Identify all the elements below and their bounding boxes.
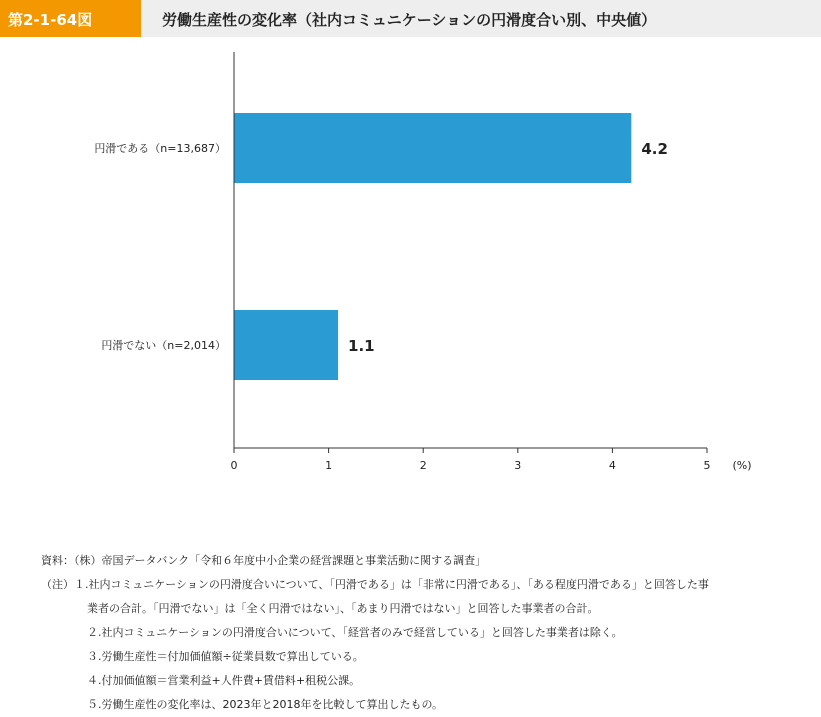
note-1b: 業者の合計。「円滑でない」は「全く円滑ではない」、「あまり円滑ではない」と回答した事業者の合計。: [87, 602, 599, 615]
x-tick-label-3: 3: [514, 459, 522, 472]
bar-0: [234, 113, 631, 183]
bar-chart: [0, 37, 821, 477]
figure-number: 第2-1-64図: [8, 11, 93, 29]
figure-header: [0, 0, 821, 37]
category-label-1: 円滑でない（n=2,014）: [101, 339, 226, 352]
x-unit-label: (%): [732, 459, 752, 472]
x-tick-label-1: 1: [325, 459, 333, 472]
x-tick-label-2: 2: [419, 459, 427, 472]
value-label-0: 4.2: [641, 140, 668, 158]
figure-number-badge: [0, 0, 141, 37]
note-5: ５.労働生産性の変化率は、2023年と2018年を比較して算出したもの。: [87, 698, 444, 711]
x-tick-label-4: 4: [608, 459, 616, 472]
note-4: ４.付加価値額＝営業利益+人件費+賃借料+租税公課。: [87, 674, 361, 687]
note-3: ３.労働生産性＝付加価値額÷従業員数で算出している。: [87, 650, 364, 663]
x-tick-label-5: 5: [703, 459, 711, 472]
note-1a: （注）１.社内コミュニケーションの円滑度合いについて、「円滑である」は「非常に円滑である」、「ある程度円滑である」と回答した事: [41, 578, 709, 591]
notes-section: [41, 549, 811, 717]
note-2: ２.社内コミュニケーションの円滑度合いについて、「経営者のみで経営している」と回答した事業者は除く。: [87, 626, 623, 639]
bar-1: [234, 310, 338, 380]
category-label-0: 円滑である（n=13,687）: [94, 142, 226, 155]
source-note: 資料：（株）帝国データバンク「令和６年度中小企業の経営課題と事業活動に関する調査」: [41, 554, 487, 567]
x-tick-label-0: 0: [230, 459, 238, 472]
chart-title: 労働生産性の変化率（社内コミュニケーションの円滑度合い別、中央値）: [162, 11, 657, 29]
value-label-1: 1.1: [348, 337, 375, 355]
